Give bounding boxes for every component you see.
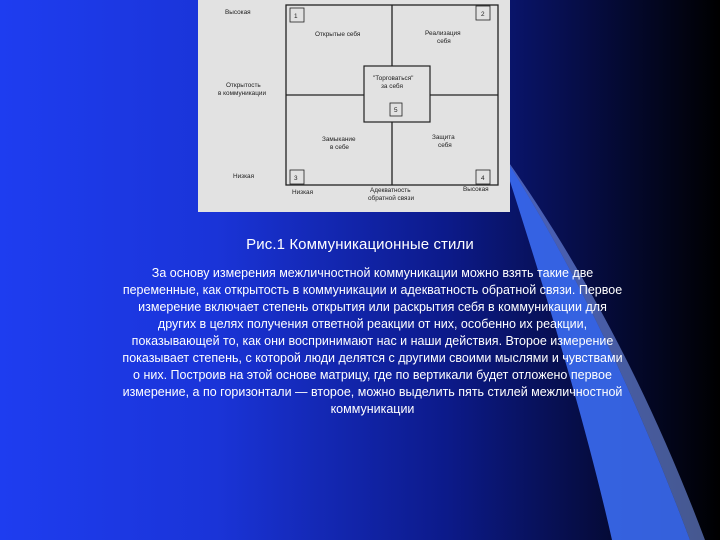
body-paragraph: За основу измерения межличностной коммуникации можно взять такие две переменные, как открытость в коммуникации и адекватность обратной связи. Первое измерение включает степень открытия или раскрытия себя в коммуникации для других в целях получения ответной реакции от них, особенно их реакции, показывающей то, как они воспринимают нас и наши действия. Второе измерение показывает степень, с которой люди делятся с другими своими мыслями и чувствами о них. Построив на этой основе матрицу, где по вертикали будет отложено первое измерение, а по горизонтали — второе, можно выделить пять стилей межличностной коммуникации	[122, 266, 623, 416]
y-axis-low-label: Низкая	[233, 173, 255, 180]
quadrant-2-label-line1: Реализация	[425, 30, 461, 37]
y-axis-label-line1: Открытость	[226, 82, 261, 89]
quadrant-3-number: 3	[294, 175, 298, 182]
quadrant-2-label-line2: себя	[437, 38, 451, 45]
x-axis-low-label: Низкая	[292, 189, 314, 196]
quadrant-4-label-line2: себя	[438, 142, 452, 149]
quadrant-1-label: Открытые себя	[315, 31, 361, 38]
x-axis-high-label: Высокая	[463, 186, 489, 193]
quadrant-1-number: 1	[294, 13, 298, 20]
quadrant-4-label-line1: Защита	[432, 134, 455, 141]
quadrant-3-label-line1: Замыкание	[322, 136, 356, 143]
center-number: 5	[394, 107, 398, 114]
x-axis-label-line1: Адекватность	[370, 187, 411, 194]
quadrant-4-number: 4	[481, 175, 485, 182]
x-axis-label-line2: обратной связи	[368, 195, 415, 202]
communication-styles-figure	[198, 0, 510, 212]
y-axis-label-line2: в коммуникации	[218, 90, 267, 97]
matrix-diagram	[198, 0, 510, 212]
y-axis-high-label: Высокая	[225, 9, 251, 16]
figure-caption: Рис.1 Коммуникационные стили	[246, 236, 474, 253]
center-label-line2: за себя	[381, 83, 403, 90]
center-label-line1: "Торговаться"	[373, 75, 414, 82]
quadrant-2-number: 2	[481, 11, 485, 18]
quadrant-3-label-line2: в себе	[330, 144, 349, 151]
